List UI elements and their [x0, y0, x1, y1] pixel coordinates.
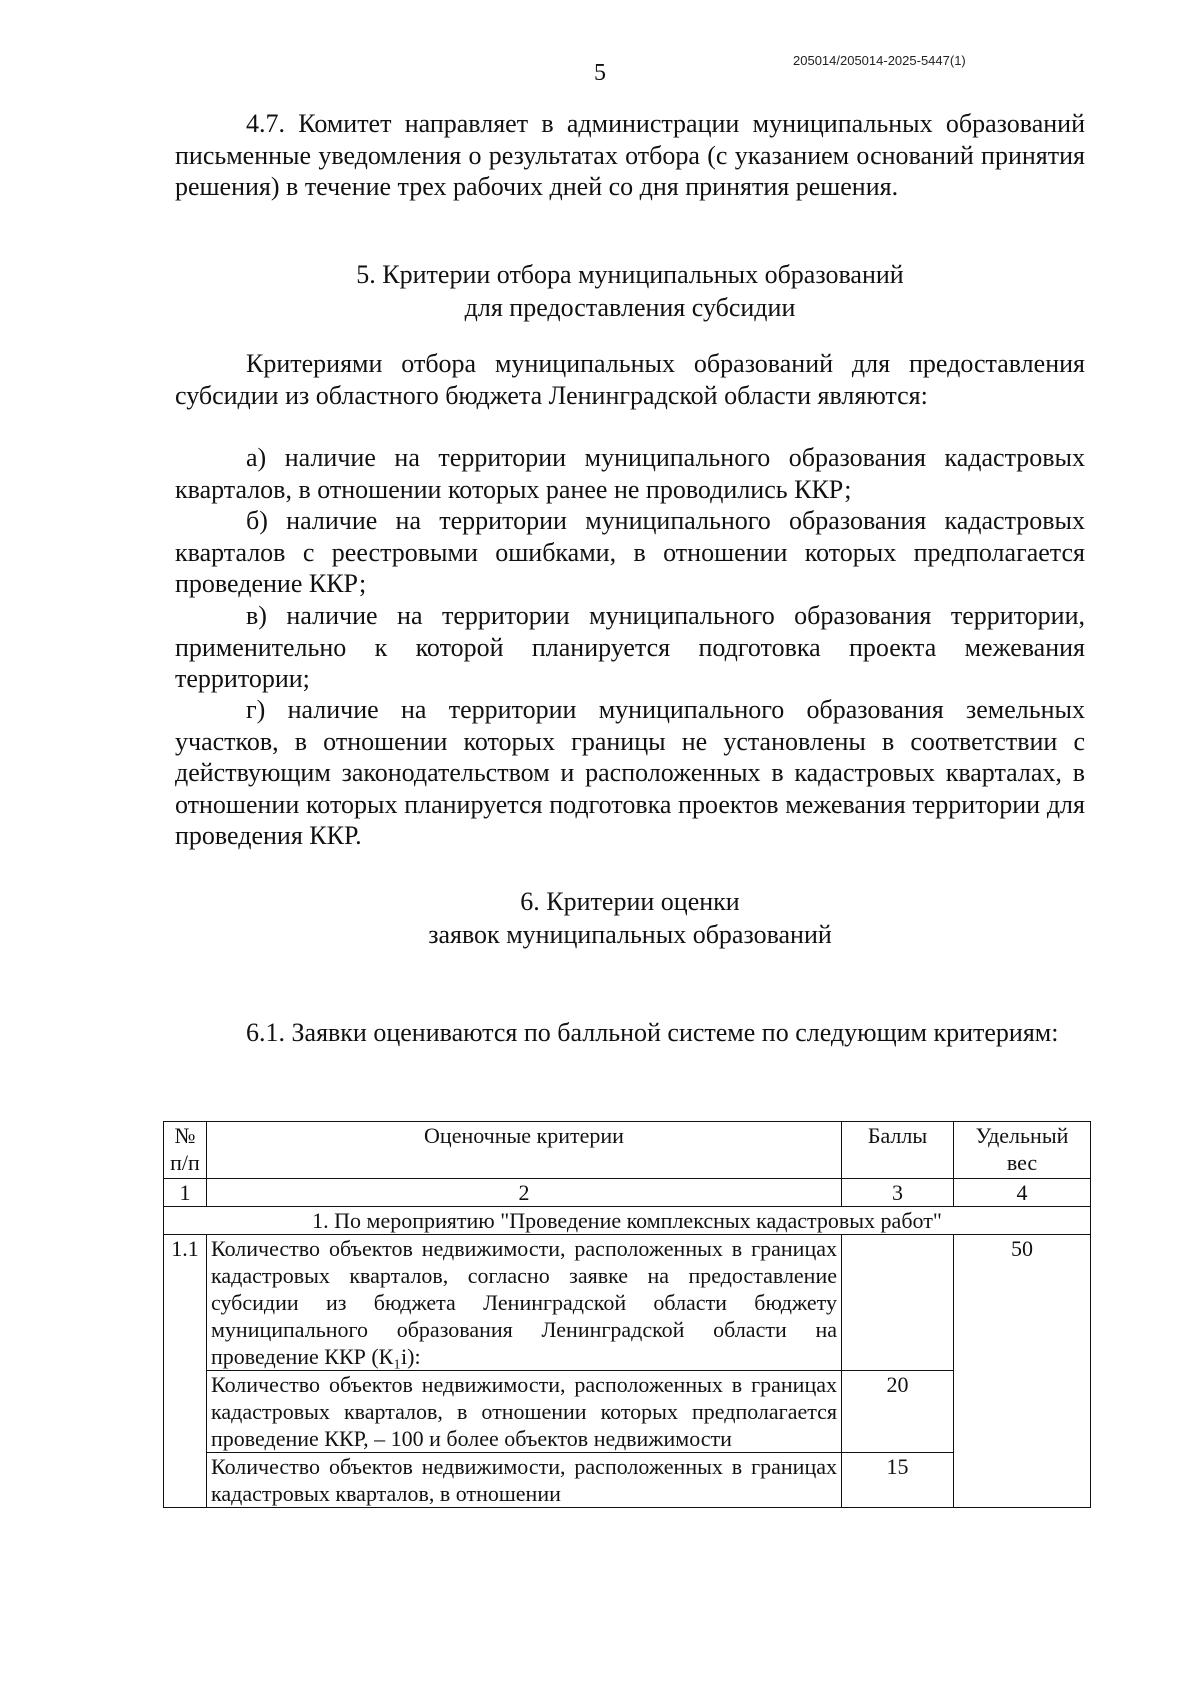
- criteria-table: [163, 1121, 1091, 1508]
- table-column-numbers-row: [164, 1179, 1091, 1207]
- criterion-v: в) наличие на территории муниципального образования территории, применительно к которой планируется подготовка проекта межевания территории;: [175, 601, 1085, 693]
- table-row: [164, 1453, 1091, 1508]
- section-5-title-line1: 5. Критерии отбора муниципальных образований: [356, 260, 904, 289]
- sub-row-points: 20: [842, 1371, 954, 1453]
- document-id: 205014/205014-2025-5447(1): [793, 53, 966, 68]
- row-criteria-text: Количество объектов недвижимости, расположенных в границах кадастровых кварталов, согласно заявке на предоставление субсидии из бюджета Ленинградской области бюджету муниципального образования Ленинградской области на проведение ККР (К₁i):: [207, 1235, 842, 1371]
- section-5-intro: Критериями отбора муниципальных образований для предоставления субсидии из областного бюджета Ленинградской области являются:: [175, 349, 1085, 410]
- row-num: 1.1: [164, 1235, 207, 1508]
- row-points-empty: [842, 1235, 954, 1371]
- header-points: Баллы: [842, 1122, 954, 1179]
- col-number: 3: [842, 1179, 954, 1207]
- col-number: 2: [207, 1179, 842, 1207]
- header-criteria: Оценочные критерии: [207, 1122, 842, 1179]
- sub-row-criteria-text: Количество объектов недвижимости, расположенных в границах кадастровых кварталов, в отношении которых предполагается проведение ККР, – 100 и более объектов недвижимости: [207, 1371, 842, 1453]
- header-weight: Удельный вес: [954, 1122, 1091, 1179]
- table-header-row: [164, 1122, 1091, 1179]
- col-number: 1: [164, 1179, 207, 1207]
- section-6-title: [175, 885, 1085, 951]
- criterion-g: г) наличие на территории муниципального образования земельных участков, в отношении которых границы не установлены в соответствии с действующим законодательством и расположенных в кадастровых кварталах, в отношении которых планируется подготовка проектов межевания территории для проведения ККР.: [175, 695, 1085, 850]
- col-number: 4: [954, 1179, 1091, 1207]
- page-number: 5: [594, 60, 606, 86]
- section-5-title: [175, 258, 1085, 324]
- header-num: № п/п: [164, 1122, 207, 1179]
- table-row: [164, 1371, 1091, 1453]
- criterion-b: б) наличие на территории муниципального образования кадастровых кварталов с реестровыми ошибками, в отношении которых предполагается проведение ККР;: [175, 506, 1085, 598]
- paragraph-4-7: 4.7. Комитет направляет в администрации муниципальных образований письменные уведомления о результатах отбора (с указанием оснований принятия решения) в течение трех рабочих дней со дня принятия решения.: [175, 109, 1085, 201]
- section-5-title-line2: для предоставления субсидии: [464, 293, 796, 322]
- section-6-title-line2: заявок муниципальных образований: [428, 920, 832, 949]
- criterion-a: а) наличие на территории муниципального образования кадастровых кварталов, в отношении которых ранее не проводились ККР;: [175, 443, 1085, 504]
- table-group-row: [164, 1207, 1091, 1235]
- table-row: [164, 1235, 1091, 1371]
- sub-row-points: 15: [842, 1453, 954, 1508]
- paragraph-6-1: 6.1. Заявки оцениваются по балльной системе по следующим критериям:: [246, 1018, 1059, 1047]
- sub-row-criteria-text: Количество объектов недвижимости, расположенных в границах кадастровых кварталов, в отношении: [207, 1453, 842, 1508]
- group-title: 1. По мероприятию "Проведение комплексных кадастровых работ": [164, 1207, 1091, 1235]
- section-6-title-line1: 6. Критерии оценки: [520, 887, 740, 916]
- row-weight: 50: [954, 1235, 1091, 1508]
